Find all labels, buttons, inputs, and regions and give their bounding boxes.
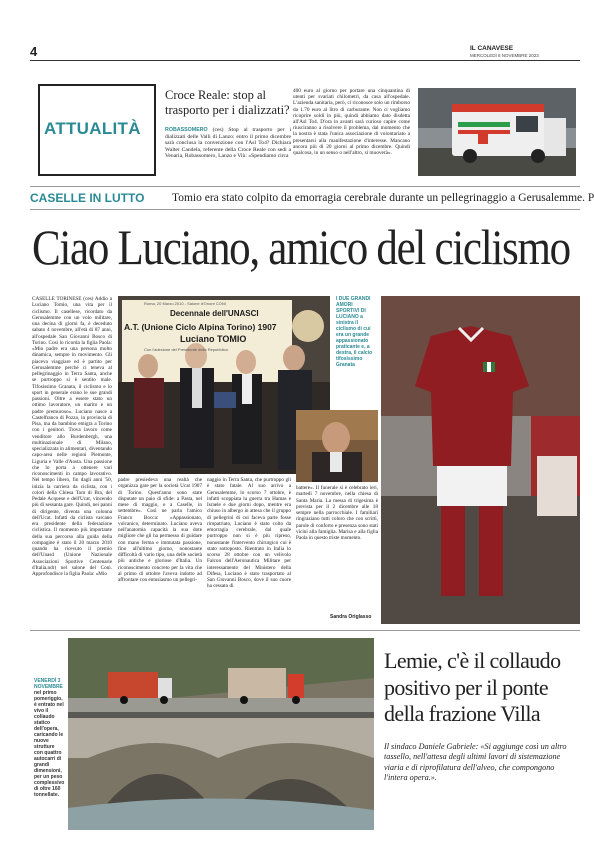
teaser-place: ROBASSOMERO — [165, 127, 208, 133]
byline: Sandra Origlasso — [330, 614, 372, 620]
jersey-photo — [381, 296, 580, 624]
photo-caption — [336, 296, 376, 368]
kicker-label: CASELLE IN LUTTO — [30, 191, 145, 205]
header-date: MERCOLEDÌ 8 NOVEMBRE 2023 — [470, 53, 539, 58]
portrait-photo — [296, 410, 378, 482]
kicker-top-rule — [30, 186, 580, 187]
photo-caption-text: I DUE GRANDI AMORI SPORTIVI DI LUCIANO a sinistra il ciclismo di cui era un grande appassionato praticante e, a destra, il calcio tifosissimo Granata — [336, 296, 373, 368]
kicker-bottom-rule — [30, 209, 580, 210]
bridge-title[interactable]: Lemie, c'è il collaudo positivo per il ponte della frazione Villa — [384, 648, 561, 726]
bridge-caption — [34, 678, 64, 798]
headline[interactable]: Ciao Luciano, amico del ciclismo — [32, 219, 570, 275]
article-col1 — [32, 296, 112, 577]
teaser-lead-text: (ces) Stop al trasporto per i dializzati delle Valli di Lanzo: entro il primo dicembre sarà conclusa la convenzione con l'Asl To4? Dichiara Walter Candela, referente della Croce Reale con sedi a Venaria, Robassomero, Lanzo e Viù: «Spendiamo circa — [165, 127, 291, 160]
bridge-photo — [68, 638, 374, 830]
teaser-lead — [165, 127, 291, 160]
banner-line3: Luciano TOMIO — [180, 334, 247, 344]
bridge-caption-head: VENERDÌ 3 NOVEMBRE — [34, 678, 63, 690]
bridge-dek: Il sindaco Daniele Gabriele: «Si aggiunge così un altro tassello, nell'attesa degli ultimi lavori di sistemazione viaria e di riprofilatura dell'alveo, che compongono l'intera opera.». — [384, 742, 567, 783]
teaser-title[interactable]: Croce Reale: stop al trasporto per i dializzati? — [165, 88, 290, 117]
section-label: ATTUALITÀ — [44, 119, 141, 138]
article-col3: naggio in Terra Santa, che purtroppo gli è stato fatale. Al suo arrivo a Gerusalemme, lo scorso 7 ottobre, è infatti scoppiata la guerra tra Hamas e Israele e due giorni dopo, mentre era chiuso in albergo in attesa che il gruppo di pellegrini di cui faceva parte fosse rimpatriato, Luciano è stato colto da emorragia cerebrale, dal quale purtroppo non si è più ripreso, nonostante l'intervento chirurgico cui è stato sottoposto. Rientrato in Italia lo scorso 28 ottobre con un velivolo Falcon dell'Aeronautica Militare per interessamento del Ministero della Difesa, Luciano è stato trasportato al San Giovanni Bosco, dove il suo cuore ha cessato di — [207, 477, 291, 590]
kicker-text: Tomio era stato colpito da emorragia cerebrale durante un pellegrinaggio a Gerusalemme. P — [172, 192, 594, 204]
banner-line2: A.T. (Unione Ciclo Alpina Torino) 1907 — [124, 322, 277, 332]
header-rule — [30, 60, 580, 61]
article-col1-text: CASELLE TORINESE (ces) Addio a Luciano Tomio, una vita per il ciclismo. Il casellese, ricordato da Gerusalemme con un volo militare, una decina di giorni fa, è deceduto sabato 4 novembre, all'età di 87 anni, all'ospedale San Giovanni Bosco di Torino. Così lo ricorda la figlia Paola: «Mio padre era una persona molto dinamica, sempre in movimento. Gli piaceva viaggiare ed è partito per Gerusalemme perché ci teneva al pellegrinaggio in Terra Santa, anche se purtroppo si è sentito male. Tifosissimo Granata, il ciclismo e lo sport in generale erano le sue grandi passioni. Oltre a essere stato un ottimo lavoratore, un marito e un padre premuroso». Luciano nasce a Castelfranco di Pozzo, in provincia di Pisa, ma da bambino emigra a Torino con i genitori. Trova lavoro come venditore allo Burdenbergh, una multinazionale di Milano, specializzata in alimentari, diventando capo-area nelle regioni Piemonte, Liguria e Valle d'Aosta. Una passione che lo porta a ottenere vari riconoscimenti in campo lavorativo. Nel tempo libero, fin dagli anni '50, inizia la carriera da ciclista, con i colori della Chiesa Tom di Bra, del Pedale Acquese e dell'Ucat, vincendo più di sessanta gare. Quindi, nei panni di dirigente, diventa una colonna dell'Ucat. Infatti da ciclista varcano era presidente della federazione ciclistica. Il momento più importante della sua percorso alla guida della compagine è stato il 20 marzo 2010 quando ha ricevuto il premio dell'Unasd (Unione Nazionale Associazioni Sportive Centenarie d'Italia.ndr) nel salone del Coni. Approfondisce la figlia Paola: «Mio — [32, 296, 112, 577]
page-number: 4 — [30, 44, 38, 59]
banner-line4: Con l'adesione del Presidente della Repubblica — [144, 347, 228, 352]
article-col4: battere». Il funerale si è celebrato ieri, martedì 7 novembre, nella chiesa di Santa Maria. La messa di trigesima è prevista per il 2 dicembre alle 18 sempre nella parrocchiale. I familiari ringraziano tutti coloro che con scritti, parole di conforto e presenza sono stati vicini alla famiglia. Marisa e alla figlia Paola in questo triste momento. — [296, 485, 378, 541]
bridge-caption-body: nel primo pomeriggio, è entrato nel vivo il collaudo statico dell'opera, caricando le nuove strutture con quattro autocarri di grandi dimensioni, per un peso complessivo di oltre 160 tonnellate. — [34, 690, 65, 798]
teaser-body: 400 euro al giorno per portare una cinquantina di utenti per svariati chilometri, da casa all'ospedale. L'azienda sanitaria, però, ci riconosce solo un rimborso da 1.70 euro al litro di carburante. Non ci vogliamo ricoprire soldi in più, quindi abbiamo dato disdetta all'Asl To4. D'ora in avanti sarà curioso capire come riusciranno a risolvere il problema, dal momento che la nostra è stata l'unica associazione di volontariato a presentarsi alla manifestazione d'interesse. Mancano ancora più di 20 giorni al primo dicembre. Quindi qualcosa, in un senso o nell'altro, si muoverà». — [293, 88, 411, 157]
masthead: IL CANAVESE — [470, 45, 514, 52]
banner-date: Roma, 20 Marzo 2010 - Salone d'Onore CONI — [144, 301, 226, 306]
banner-line1: Decennale dell'UNASCI — [170, 309, 259, 318]
ambulance-photo — [418, 88, 576, 176]
bridge-top-rule — [30, 630, 580, 631]
article-col2: padre presiedeva una realtà che organizza gare per la società Ucat 1907 di Torino. Quest'anno sono state disputate un paio di sfide: a Pasta, nel mese di maggio, e a Caselle, in settembre». Così ne parla l'amico Franco Bocca: «Appassionato, vulcanico, determinato. Luciano aveva nell'anatomia capacità la sua dote migliore che gli ha permesso di guidare con mano ferma e immutata passione, fino all'ultimo giorno, nonostante difficoltà di vario tipo, una delle società più antiche e gloriose d'Italia. Un riconoscimento concreto per la vita che al primo di ottobre l'aveva indotto ad affrontare con entusiasmo un pellegri- — [118, 477, 202, 583]
